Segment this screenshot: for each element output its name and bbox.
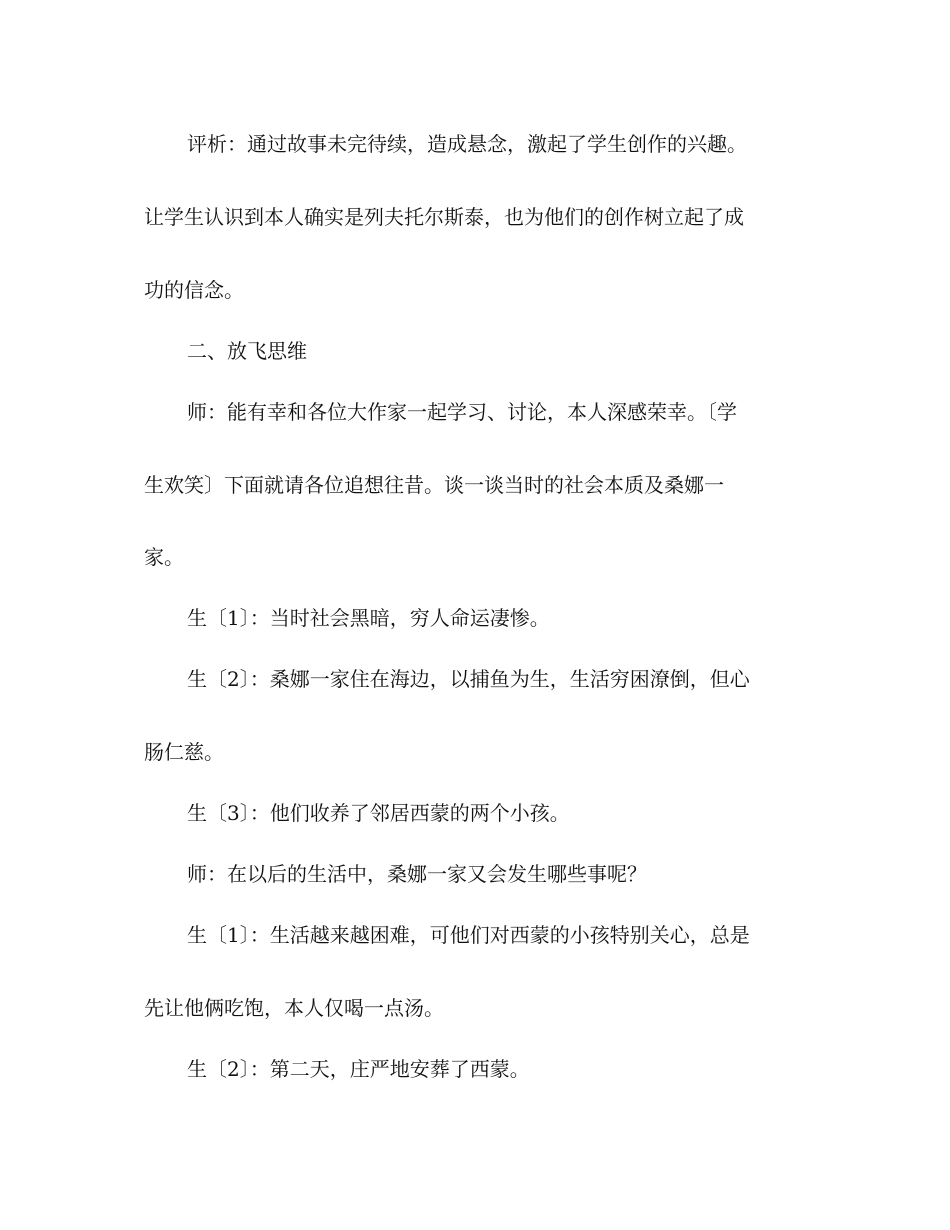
student-2-answer-line-2: 肠仁慈。 — [144, 740, 224, 764]
paragraph-commentary-line-1: 评析：通过故事未完待续，造成悬念，激起了学生创作的兴趣。 — [187, 132, 747, 156]
teacher-line-3: 家。 — [144, 545, 184, 569]
student-1-second-answer-line-1: 生〔1〕：生活越来越困难，可他们对西蒙的小孩特别关心，总是 — [187, 923, 750, 947]
student-2-answer-line-1: 生〔2〕：桑娜一家住在海边，以捕鱼为生，生活穷困潦倒，但心 — [187, 667, 750, 691]
teacher-line-1: 师：能有幸和各位大作家一起学习、讨论，本人深感荣幸。〔学 — [187, 400, 737, 424]
teacher-question: 师：在以后的生活中，桑娜一家又会发生哪些事呢？ — [187, 862, 647, 886]
student-1-second-answer-line-2: 先让他俩吃饱，本人仅喝一点汤。 — [144, 996, 444, 1020]
paragraph-commentary-line-2: 让学生认识到本人确实是列夫托尔斯泰，也为他们的创作树立起了成 — [144, 205, 744, 229]
paragraph-commentary-line-3: 功的信念。 — [144, 278, 244, 302]
section-heading: 二、放飞思维 — [187, 339, 307, 363]
student-3-answer: 生〔3〕：他们收养了邻居西蒙的两个小孩。 — [187, 801, 570, 825]
teacher-line-2: 生欢笑〕下面就请各位追想往昔。谈一谈当时的社会本质及桑娜一 — [144, 473, 724, 497]
student-2-second-answer: 生〔2〕：第二天，庄严地安葬了西蒙。 — [187, 1057, 530, 1081]
student-1-answer: 生〔1〕：当时社会黑暗，穷人命运凄惨。 — [187, 606, 550, 630]
